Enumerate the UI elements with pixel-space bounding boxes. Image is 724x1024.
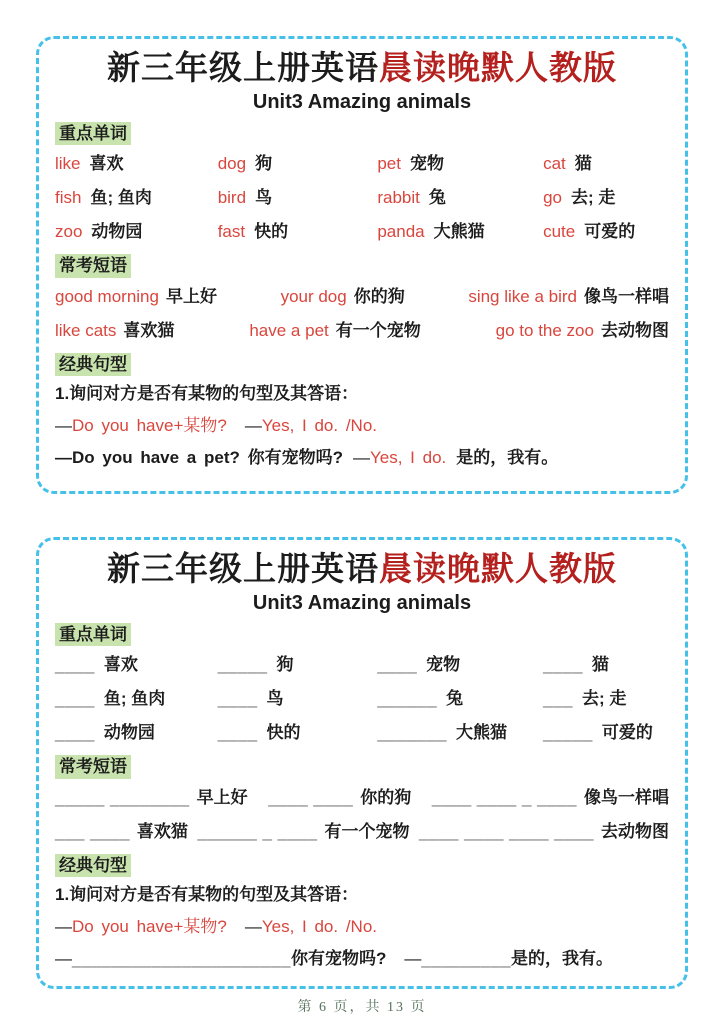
word-zh: 狗 [276,655,294,675]
word-zh: 宠物 [409,154,444,174]
phrase-item [432,781,669,815]
dash: — [55,415,72,435]
fill-blank: _____ [543,723,593,743]
phrase-row [55,314,669,348]
key-words-grid-blanks [55,648,669,750]
sentence-example-blank-line [55,943,669,975]
phrase-en: good morning [55,286,159,306]
word-en: like [55,154,81,174]
word-en: zoo [55,222,83,242]
word-zh: 快的 [266,723,301,743]
word-zh: 鱼; 鱼肉 [90,188,152,208]
word-item [218,716,378,750]
phrase-row [55,280,669,314]
question-pattern: Do you have+某物? [72,415,227,435]
example-answer-zh: 是的，我有。 [511,948,613,968]
fill-blank: ____ ____ _ ____ [431,787,577,807]
fill-blank: ____ [55,655,95,675]
dash: — [244,916,262,936]
fill-blank: ____ ____ ____ ____ [419,821,594,841]
section-label-phrases: 常考短语 [55,254,131,277]
dash: — [404,948,422,968]
fill-blank: ______ [377,689,438,709]
fill-blank: ____ [377,655,418,675]
phrase-item [55,280,217,314]
fill-blank: ______________________ [72,948,292,968]
word-zh: 大熊猫 [456,723,508,743]
word-zh: 鸟 [266,689,284,709]
word-item [218,682,378,716]
word-item [543,682,669,716]
worksheet-card-filled [36,36,688,494]
word-item [218,648,378,682]
example-question-zh: 你有宠物吗? [291,948,387,968]
phrase-en: have a pet [249,320,329,340]
phrase-item [55,314,174,348]
word-zh: 喜欢 [103,655,138,675]
word-zh: 去; 走 [571,188,616,208]
example-answer: Yes, I do. [369,447,447,467]
word-item [543,215,669,249]
word-item [218,215,378,249]
title-black-part: 新三年级上册英语 [107,550,379,587]
word-zh: 快的 [254,222,289,242]
phrase-zh: 有一个宠物 [324,821,410,841]
word-item [543,147,669,181]
fill-blank: ____ [55,723,95,743]
word-zh: 动物园 [91,222,143,242]
phrase-item [198,815,410,849]
phrase-zh: 早上好 [196,787,248,807]
word-en: rabbit [377,188,420,208]
dash: — [55,916,72,936]
sentence-intro: 1.询问对方是否有某物的句型及其答语： [55,383,359,403]
word-item [55,648,218,682]
fill-blank: ____ [217,723,258,743]
unit-subtitle: Unit3 Amazing animals [252,91,472,114]
word-item [55,682,218,716]
phrase-zh: 像鸟一样唱 [584,286,669,306]
sentence-pattern-line [55,911,669,943]
unit-subtitle: Unit3 Amazing animals [252,592,472,615]
section-label-key-words: 重点单词 [55,623,131,646]
answer-pattern: Yes, I do. /No. [261,916,378,936]
word-zh: 猫 [574,154,592,174]
word-zh: 猫 [591,655,609,675]
word-zh: 鸟 [255,188,273,208]
word-zh: 兔 [446,689,464,709]
word-en: fast [217,222,246,242]
sentence-intro: 1.询问对方是否有某物的句型及其答语： [55,884,359,904]
phrase-item [419,815,669,849]
title-black-part: 新三年级上册英语 [107,49,379,86]
word-item [377,716,543,750]
phrase-en: go to the zoo [495,320,594,340]
fill-blank: ___ ____ [55,821,130,841]
phrase-zh: 早上好 [165,286,217,306]
worksheet-card-blanks [36,537,688,989]
fill-blank: ___ [543,689,573,709]
phrase-zh: 你的狗 [353,286,405,306]
phrase-item [55,815,188,849]
word-item [377,215,543,249]
word-en: pet [377,154,401,174]
word-item [377,147,543,181]
phrase-en: sing like a bird [468,286,577,306]
fill-blank: ______ _ ____ [197,821,318,841]
title-red-part: 晨读晚默人教版 [379,550,617,587]
word-en: dog [217,154,247,174]
word-zh: 可爱的 [584,222,636,242]
card-title [55,548,669,590]
phrase-zh: 喜欢猫 [123,320,175,340]
title-red-part: 晨读晚默人教版 [379,49,617,86]
section-label-sentences: 经典句型 [55,353,131,376]
phrase-item [496,314,669,348]
fill-blank: _________ [421,948,511,968]
example-question: —Do you have a pet? 你有宠物吗? [55,447,343,467]
phrase-item [281,280,405,314]
fill-blank: _____ [217,655,268,675]
word-item [543,716,669,750]
word-item [377,682,543,716]
phrase-item [468,280,669,314]
word-zh: 兔 [428,188,446,208]
phrase-zh: 去动物图 [600,320,669,340]
phrase-item [249,314,420,348]
fill-blank: _____ ________ [55,787,190,807]
word-item [218,147,378,181]
word-zh: 狗 [255,154,273,174]
phrase-en: your dog [280,286,347,306]
phrase-item [55,781,248,815]
phrase-zh: 有一个宠物 [335,320,421,340]
example-answer-zh: 是的，我有。 [456,447,559,467]
answer-pattern: Yes, I do. /No. [261,415,378,435]
word-item [55,147,218,181]
word-zh: 去; 走 [581,689,627,709]
word-en: bird [217,188,247,208]
word-en: panda [377,222,425,242]
section-label-sentences: 经典句型 [55,854,131,877]
word-zh: 动物园 [103,723,155,743]
fill-blank: ____ [217,689,258,709]
page-number-indicator: 第 6 页，共 13 页 [297,1000,427,1015]
word-item [543,648,669,682]
word-en: fish [55,188,82,208]
word-zh: 鱼; 鱼肉 [103,689,166,709]
dash: — [352,447,370,467]
sentence-pattern-line [55,410,669,442]
phrase-row-blanks [55,781,669,815]
word-item [543,181,669,215]
phrase-zh: 像鸟一样唱 [583,787,669,807]
word-item [377,181,543,215]
word-zh: 喜欢 [89,154,124,174]
dash: — [244,415,262,435]
phrase-zh: 去动物图 [601,821,669,841]
sentence-example-line [55,442,669,474]
fill-blank: ____ [55,689,95,709]
word-zh: 宠物 [426,655,461,675]
phrase-item [268,781,411,815]
word-en: cute [543,222,576,242]
section-label-key-words: 重点单词 [55,122,131,145]
phrase-row-blanks [55,815,669,849]
fill-blank: ____ [543,655,583,675]
fill-blank: _______ [377,723,448,743]
key-words-grid [55,147,669,249]
section-label-phrases: 常考短语 [55,755,131,778]
word-zh: 大熊猫 [433,222,485,242]
phrase-zh: 你的狗 [360,787,412,807]
word-en: cat [543,154,566,174]
fill-blank: ____ ____ [268,787,354,807]
word-item [55,181,218,215]
phrase-en: like cats [55,320,117,340]
word-item [218,181,378,215]
word-zh: 可爱的 [601,723,653,743]
word-en: go [543,188,563,208]
word-item [55,215,218,249]
card-title [55,47,669,89]
phrase-zh: 喜欢猫 [136,821,188,841]
word-item [55,716,218,750]
question-pattern: Do you have+某物? [72,916,227,936]
word-item [377,648,543,682]
dash: — [55,948,72,968]
